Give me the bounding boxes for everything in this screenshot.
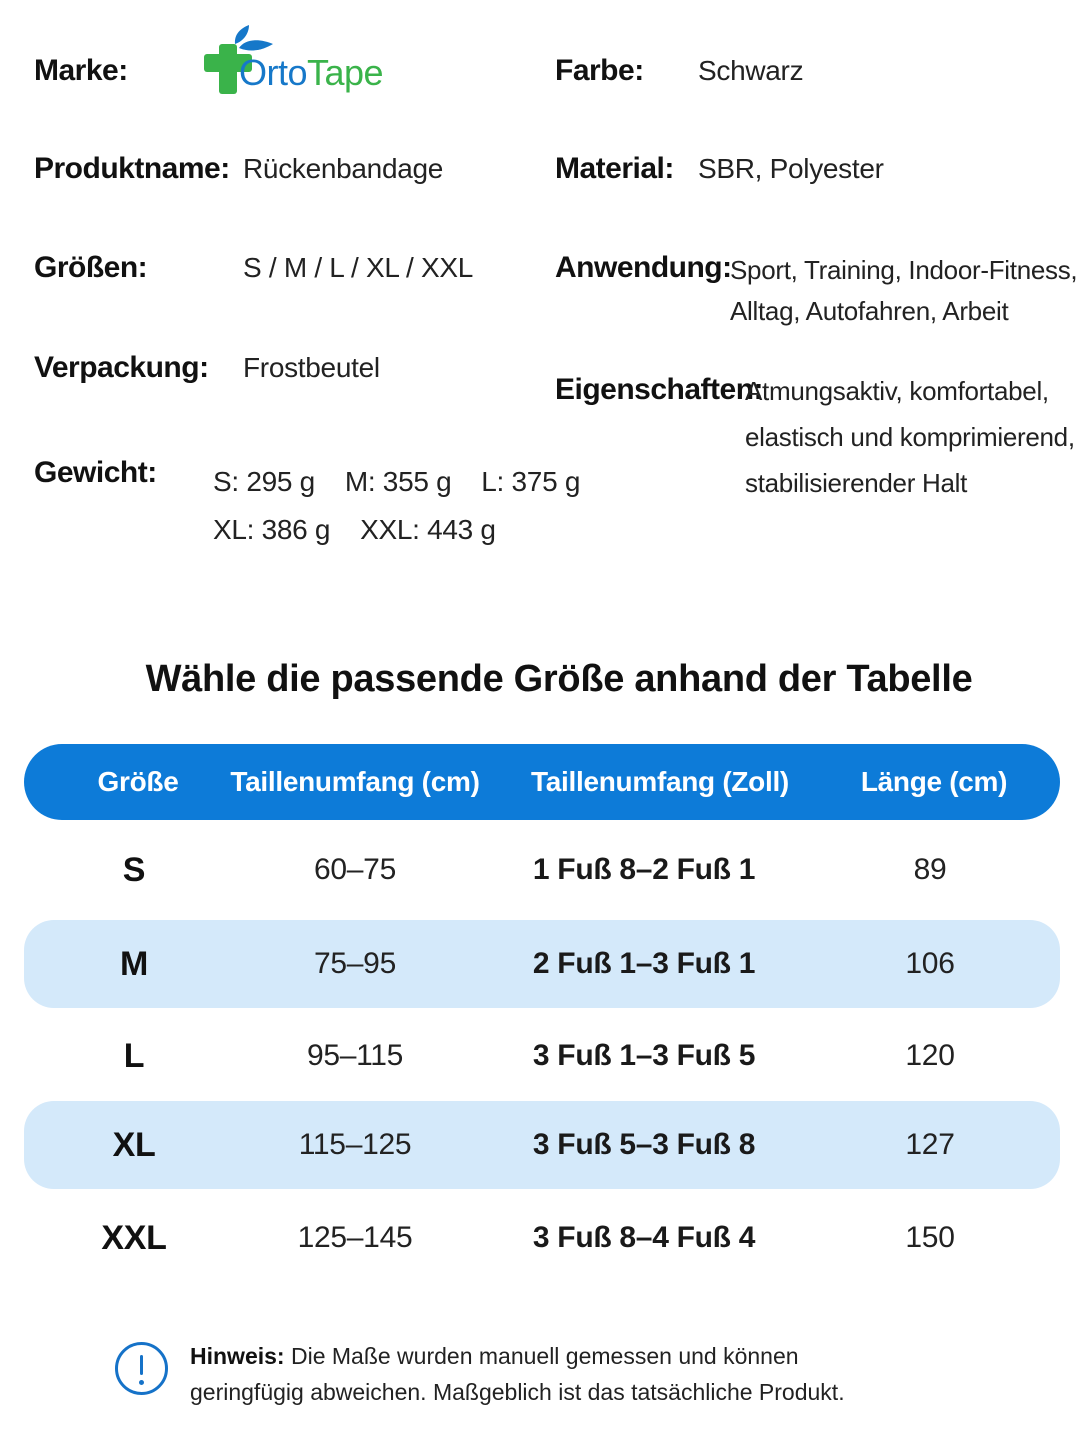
cell-size: L	[123, 1037, 145, 1075]
usage-label: Anwendung:	[555, 251, 732, 284]
usage-line-2: Alltag, Autofahren, Arbeit	[730, 296, 1009, 326]
table-row	[24, 826, 1060, 914]
material-label: Material:	[555, 152, 674, 185]
note-line-1	[190, 1338, 845, 1374]
color-value: Schwarz	[698, 55, 804, 86]
note-line-1-text: Die Maße wurden manuell gemessen und können	[284, 1343, 799, 1369]
properties-line-3: stabilisierender Halt	[745, 468, 968, 498]
brand-logo	[203, 24, 413, 96]
weight-line-1: S: 295 g M: 355 g L: 375 g	[213, 466, 581, 497]
size-table-header	[24, 744, 1060, 820]
cell-waist-inch: 2 Fuß 1–3 Fuß 1	[532, 947, 756, 980]
properties-label: Eigenschaften:	[555, 373, 764, 406]
header-waist-cm: Taillenumfang (cm)	[230, 766, 480, 797]
cell-waist-cm: 95–115	[306, 1039, 404, 1072]
cell-waist-inch: 1 Fuß 8–2 Fuß 1	[532, 853, 756, 886]
header-length: Länge (cm)	[860, 766, 1008, 797]
cell-waist-cm: 75–95	[314, 947, 396, 980]
cell-waist-cm: 115–125	[298, 1128, 412, 1161]
table-row	[24, 1101, 1060, 1189]
properties-line-1: Atmungsaktiv, komfortabel,	[745, 376, 1049, 406]
brand-label: Marke:	[34, 54, 128, 87]
cell-length: 127	[905, 1128, 955, 1161]
note-text	[190, 1338, 845, 1410]
material-value: SBR, Polyester	[698, 153, 884, 184]
brand-logo-text	[239, 52, 383, 94]
size-table-title: Wähle die passende Größe anhand der Tabelle	[145, 658, 973, 700]
logo-part-orto: Orto	[239, 52, 308, 93]
note-label: Hinweis:	[190, 1343, 285, 1369]
color-label: Farbe:	[555, 54, 644, 87]
sizes-value: S / M / L / XL / XXL	[243, 252, 474, 283]
properties-value	[745, 368, 1075, 506]
product-name-label: Produktname:	[34, 152, 230, 185]
cell-length: 120	[905, 1039, 955, 1072]
product-name-value: Rückenbandage	[243, 153, 444, 184]
weight-value	[213, 458, 580, 554]
table-row	[24, 920, 1060, 1008]
logo-part-tape: Tape	[307, 52, 384, 93]
usage-value	[730, 250, 1077, 332]
packaging-label: Verpackung:	[34, 351, 209, 384]
sizes-label: Größen:	[34, 251, 148, 284]
header-size: Größe	[97, 766, 179, 797]
header-waist-inch: Taillenumfang (Zoll)	[531, 766, 789, 797]
properties-line-2: elastisch und komprimierend,	[745, 422, 1075, 452]
cell-length: 89	[913, 853, 947, 886]
cell-waist-inch: 3 Fuß 8–4 Fuß 4	[532, 1221, 756, 1254]
cell-waist-cm: 125–145	[297, 1221, 413, 1254]
cell-size: S	[122, 851, 146, 889]
cell-size: XL	[112, 1126, 156, 1164]
weight-label: Gewicht:	[34, 456, 157, 489]
cell-length: 106	[905, 947, 955, 980]
table-row	[24, 1194, 1060, 1282]
cell-length: 150	[905, 1221, 955, 1254]
cell-size: M	[119, 945, 149, 983]
cell-waist-cm: 60–75	[314, 853, 396, 886]
cell-size: XXL	[101, 1219, 167, 1257]
usage-line-1: Sport, Training, Indoor-Fitness,	[730, 255, 1078, 285]
table-row	[24, 1012, 1060, 1100]
note-line-2: geringfügig abweichen. Maßgeblich ist das tatsächliche Produkt.	[190, 1379, 845, 1405]
weight-line-2: XL: 386 g XXL: 443 g	[213, 514, 496, 545]
packaging-value: Frostbeutel	[243, 352, 380, 383]
cell-waist-inch: 3 Fuß 5–3 Fuß 8	[532, 1128, 756, 1161]
cell-waist-inch: 3 Fuß 1–3 Fuß 5	[532, 1039, 756, 1072]
info-exclamation-icon	[115, 1342, 168, 1395]
